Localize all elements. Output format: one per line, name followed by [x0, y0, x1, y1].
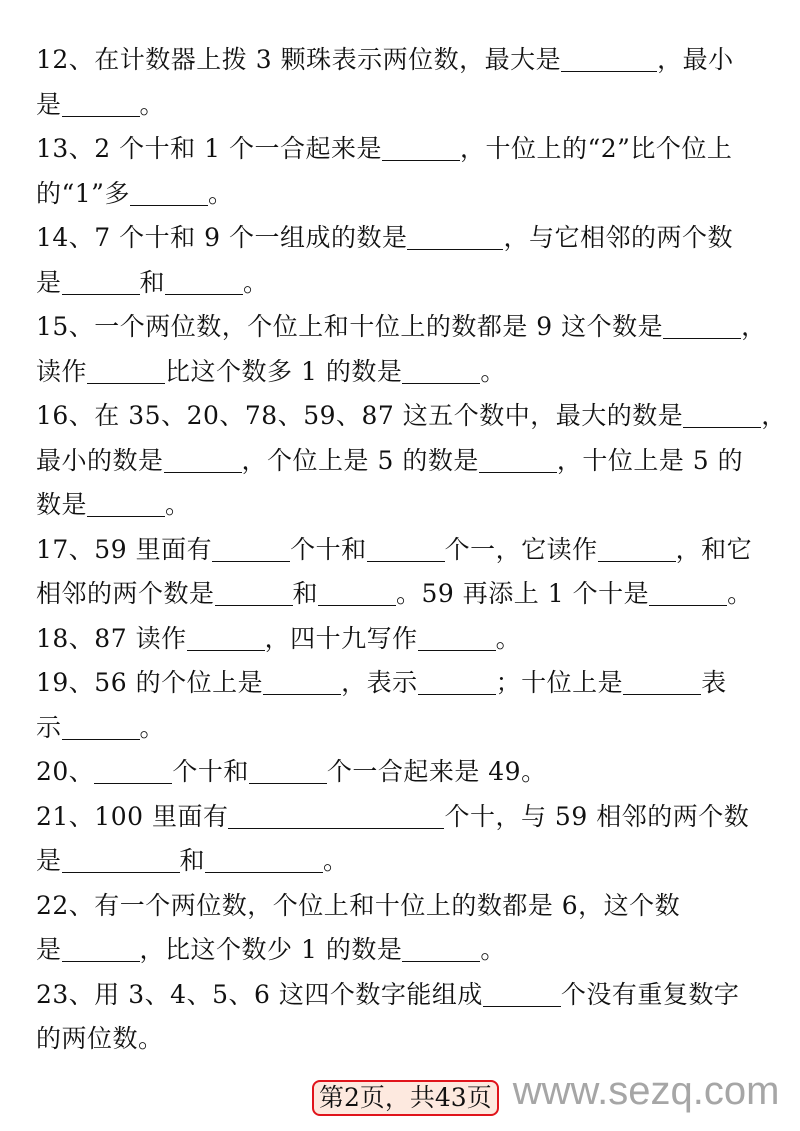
question-23-line-1 [36, 973, 766, 1018]
question-text: ，比这个数少 1 的数是 [139, 935, 403, 964]
answer-blank[interactable] [215, 577, 293, 606]
answer-blank[interactable] [382, 132, 460, 161]
answer-blank[interactable] [318, 577, 396, 606]
question-17-line-2 [36, 572, 766, 617]
question-text: 21、100 里面有 [36, 801, 229, 831]
question-text: 个一，它读作 [444, 534, 598, 564]
answer-blank[interactable] [62, 711, 140, 740]
answer-blank[interactable] [561, 43, 657, 72]
answer-blank[interactable] [87, 488, 165, 517]
question-15-line-2 [36, 350, 766, 395]
question-text: 比这个数多 1 的数是 [165, 356, 403, 386]
question-text: 的“1”多 [36, 178, 130, 208]
answer-blank[interactable] [598, 533, 676, 562]
answer-blank[interactable] [87, 355, 165, 384]
question-text: 。 [480, 356, 506, 386]
question-19-line-1 [36, 661, 766, 706]
question-text: 是 [36, 89, 62, 119]
answer-blank[interactable] [683, 399, 761, 428]
question-text: 个十和 [172, 757, 249, 786]
answer-blank[interactable] [165, 266, 243, 295]
question-text: 18、87 读作 [36, 623, 187, 653]
question-text: ，十位上的“2”比个位上 [459, 134, 733, 163]
question-text: 。 [165, 490, 191, 519]
question-text: 。 [139, 89, 166, 119]
question-text: 最小的数是 [36, 445, 164, 475]
answer-blank[interactable] [249, 755, 327, 784]
question-text: 个十和 [290, 534, 367, 564]
question-text: ，和它 [675, 534, 753, 564]
question-text: 16、在 35、20、78、59、87 这五个数中，最大的数是 [36, 401, 684, 430]
question-16-line-2 [36, 439, 766, 484]
question-text: 数是 [36, 490, 88, 519]
question-text: 。 [139, 712, 166, 742]
answer-blank[interactable] [402, 355, 480, 384]
answer-blank[interactable] [212, 533, 290, 562]
question-text: 15、一个两位数，个位上和十位上的数都是 9 这个数是 [36, 312, 664, 341]
question-16-line-1 [36, 394, 787, 439]
answer-blank[interactable] [402, 933, 480, 962]
question-23-line-2 [36, 1017, 766, 1062]
question-text: 示 [36, 712, 62, 742]
question-text: 个没有重复数字 [560, 979, 740, 1009]
answer-blank[interactable] [407, 221, 503, 250]
page-footer [312, 1068, 780, 1116]
answer-blank[interactable] [663, 310, 741, 339]
question-text: 个十，与 59 相邻的两个数 [444, 801, 750, 831]
question-text: 17、59 里面有 [36, 534, 213, 564]
question-text: ，表示 [341, 668, 418, 697]
page-indicator: 第2页，共43页 [312, 1080, 499, 1116]
question-text: 14、7 个十和 9 个一组成的数是 [36, 223, 408, 252]
question-text: 。 [207, 178, 234, 208]
question-text: 23、用 3、4、5、6 这四个数字能组成 [36, 979, 483, 1009]
question-text: 。 [495, 623, 522, 653]
answer-blank[interactable] [418, 666, 496, 695]
watermark: www.sezq.com [512, 1068, 780, 1113]
answer-blank[interactable] [62, 266, 140, 295]
question-text: 的两位数。 [36, 1024, 164, 1053]
question-text: 19、56 的个位上是 [36, 668, 264, 697]
question-12-line-1 [36, 38, 766, 83]
question-text: 20、 [36, 757, 95, 786]
question-text: ，最小 [657, 45, 734, 74]
answer-blank[interactable] [479, 444, 557, 473]
question-22-line-2 [36, 928, 766, 973]
question-text: 个一合起来是 49。 [326, 757, 547, 786]
answer-blank[interactable] [367, 533, 445, 562]
question-text: 表 [701, 668, 727, 697]
question-14-line-2 [36, 261, 766, 306]
question-text: 和 [292, 579, 319, 608]
question-22-line-1 [36, 884, 766, 929]
answer-blank[interactable] [205, 844, 323, 873]
question-text: 读作 [36, 356, 88, 386]
answer-blank[interactable] [130, 177, 208, 206]
answer-blank[interactable] [418, 622, 496, 651]
answer-blank[interactable] [62, 933, 140, 962]
question-text: 和 [139, 267, 166, 297]
question-text: 22、有一个两位数，个位上和十位上的数都是 6，这个数 [36, 890, 681, 920]
question-13-line-1 [36, 127, 766, 172]
question-text: ，十位上是 5 的 [556, 445, 744, 475]
answer-blank[interactable] [62, 88, 140, 117]
question-text: ，与它相邻的两个数 [503, 223, 733, 252]
question-text: ， [741, 312, 767, 341]
question-text: 。 [323, 846, 349, 875]
question-17-line-1 [36, 528, 766, 573]
question-text: ；十位上是 [495, 668, 624, 697]
question-text: 。59 再添上 1 个十是 [396, 579, 650, 608]
question-19-line-2 [36, 706, 766, 751]
question-text: ，四十九写作 [264, 623, 418, 653]
question-16-line-3 [36, 483, 766, 528]
question-13-line-2 [36, 172, 766, 217]
question-text: 13、2 个十和 1 个一合起来是 [36, 134, 382, 163]
question-text: 是 [36, 846, 62, 875]
answer-blank[interactable] [187, 622, 265, 651]
question-20-line-1 [36, 750, 766, 795]
question-15-line-1 [36, 305, 766, 350]
question-14-line-1 [36, 216, 766, 261]
question-18-line-1 [36, 617, 766, 662]
question-text: 是 [36, 935, 62, 964]
answer-blank[interactable] [483, 978, 561, 1007]
question-text: 。 [727, 579, 753, 608]
question-text: 是 [36, 267, 62, 297]
answer-blank[interactable] [228, 800, 444, 829]
question-21-line-2 [36, 839, 766, 884]
question-text: 。 [480, 935, 506, 964]
answer-blank[interactable] [649, 577, 727, 606]
question-text: 。 [243, 267, 269, 297]
question-text: 相邻的两个数是 [36, 579, 215, 608]
answer-blank[interactable] [164, 444, 242, 473]
question-text: 和 [179, 846, 206, 875]
answer-blank[interactable] [94, 755, 172, 784]
question-text: ， [761, 401, 787, 430]
question-text: 12、在计数器上拨 3 颗珠表示两位数，最大是 [36, 45, 562, 74]
question-text: ，个位上是 5 的数是 [241, 445, 479, 475]
answer-blank[interactable] [263, 666, 341, 695]
question-12-line-2 [36, 83, 766, 128]
answer-blank[interactable] [623, 666, 701, 695]
question-21-line-1 [36, 795, 766, 840]
answer-blank[interactable] [62, 844, 180, 873]
worksheet [36, 38, 787, 1062]
